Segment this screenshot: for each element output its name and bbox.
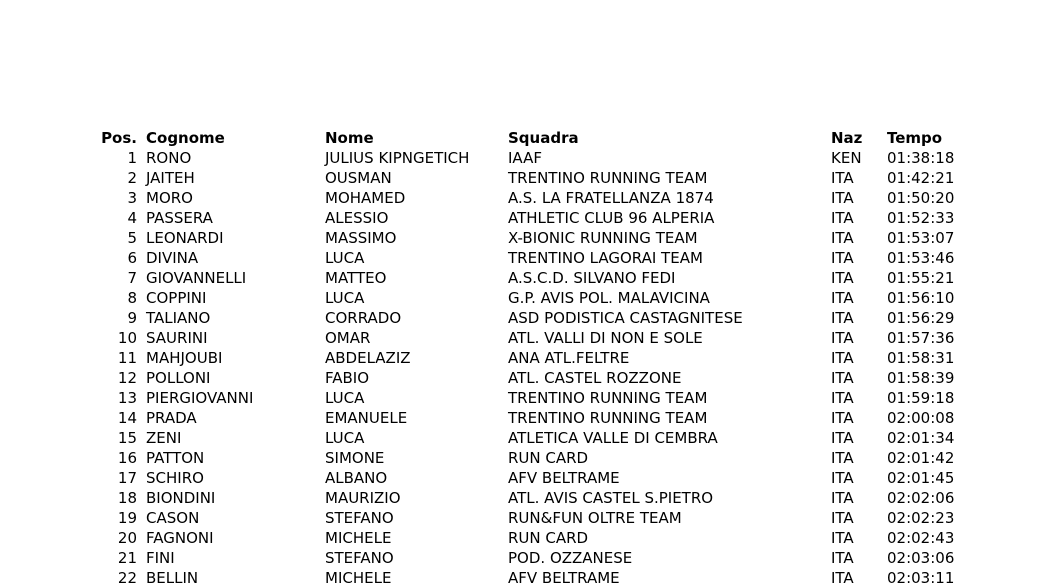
cell-nome: OUSMAN <box>325 169 392 187</box>
cell-nome: CORRADO <box>325 309 402 327</box>
cell-nome: STEFANO <box>325 509 394 527</box>
cell-squadra: ANA ATL.FELTRE <box>508 349 630 367</box>
cell-tempo: 02:02:06 <box>887 489 955 507</box>
cell-naz: ITA <box>831 249 854 267</box>
cell-cognome: GIOVANNELLI <box>146 269 247 287</box>
cell-naz: ITA <box>831 349 854 367</box>
cell-naz: ITA <box>831 369 854 387</box>
cell-tempo: 01:53:46 <box>887 249 955 267</box>
cell-pos: 19 <box>117 509 137 527</box>
cell-cognome: BELLIN <box>146 569 199 587</box>
cell-pos: 17 <box>117 469 137 487</box>
cell-nome: MATTEO <box>325 269 387 287</box>
cell-squadra: TRENTINO LAGORAI TEAM <box>508 249 703 267</box>
cell-pos: 20 <box>117 529 137 547</box>
cell-nome: ALBANO <box>325 469 388 487</box>
cell-cognome: RONO <box>146 149 192 167</box>
cell-tempo: 02:01:45 <box>887 469 955 487</box>
header-naz: Naz <box>831 129 863 147</box>
cell-cognome: SAURINI <box>146 329 208 347</box>
cell-pos: 15 <box>117 429 137 447</box>
cell-nome: ALESSIO <box>325 209 389 227</box>
cell-nome: ABDELAZIZ <box>325 349 411 367</box>
cell-nome: OMAR <box>325 329 371 347</box>
cell-squadra: A.S. LA FRATELLANZA 1874 <box>508 189 714 207</box>
header-squadra: Squadra <box>508 129 579 147</box>
cell-tempo: 01:57:36 <box>887 329 955 347</box>
cell-nome: MICHELE <box>325 569 392 587</box>
cell-nome: STEFANO <box>325 549 394 567</box>
cell-squadra: ATL. VALLI DI NON E SOLE <box>508 329 703 347</box>
cell-pos: 6 <box>127 249 137 267</box>
cell-cognome: COPPINI <box>146 289 207 307</box>
cell-nome: LUCA <box>325 249 365 267</box>
cell-cognome: PRADA <box>146 409 197 427</box>
cell-tempo: 02:01:42 <box>887 449 955 467</box>
table-row <box>0 228 1058 248</box>
header-nome: Nome <box>325 129 374 147</box>
cell-tempo: 02:03:11 <box>887 569 955 587</box>
cell-naz: ITA <box>831 209 854 227</box>
cell-naz: ITA <box>831 429 854 447</box>
table-row <box>0 188 1058 208</box>
cell-squadra: ASD PODISTICA CASTAGNITESE <box>508 309 743 327</box>
cell-tempo: 02:02:43 <box>887 529 955 547</box>
table-row <box>0 248 1058 268</box>
header-pos: Pos. <box>101 129 137 147</box>
table-body <box>0 148 1058 588</box>
table-row <box>0 328 1058 348</box>
cell-tempo: 01:55:21 <box>887 269 955 287</box>
cell-tempo: 01:58:39 <box>887 369 955 387</box>
cell-squadra: IAAF <box>508 149 542 167</box>
cell-pos: 9 <box>127 309 137 327</box>
table-row <box>0 448 1058 468</box>
cell-naz: ITA <box>831 469 854 487</box>
cell-naz: ITA <box>831 189 854 207</box>
cell-tempo: 01:42:21 <box>887 169 955 187</box>
cell-pos: 4 <box>127 209 137 227</box>
cell-nome: JULIUS KIPNGETICH <box>325 149 470 167</box>
cell-tempo: 01:38:18 <box>887 149 955 167</box>
cell-tempo: 02:02:23 <box>887 509 955 527</box>
cell-naz: ITA <box>831 229 854 247</box>
cell-pos: 8 <box>127 289 137 307</box>
cell-pos: 13 <box>117 389 137 407</box>
table-row <box>0 288 1058 308</box>
cell-cognome: BIONDINI <box>146 489 216 507</box>
cell-pos: 3 <box>127 189 137 207</box>
cell-squadra: ATLETICA VALLE DI CEMBRA <box>508 429 718 447</box>
cell-squadra: RUN&FUN OLTRE TEAM <box>508 509 682 527</box>
cell-naz: ITA <box>831 409 854 427</box>
cell-tempo: 01:58:31 <box>887 349 955 367</box>
header-cognome: Cognome <box>146 129 225 147</box>
cell-tempo: 01:56:29 <box>887 309 955 327</box>
cell-cognome: CASON <box>146 509 200 527</box>
cell-squadra: A.S.C.D. SILVANO FEDI <box>508 269 676 287</box>
cell-naz: ITA <box>831 489 854 507</box>
cell-tempo: 01:59:18 <box>887 389 955 407</box>
table-row <box>0 368 1058 388</box>
table-row <box>0 168 1058 188</box>
table-row <box>0 568 1058 588</box>
cell-tempo: 01:52:33 <box>887 209 955 227</box>
cell-cognome: MAHJOUBI <box>146 349 223 367</box>
cell-naz: ITA <box>831 309 854 327</box>
table-row <box>0 148 1058 168</box>
cell-pos: 18 <box>117 489 137 507</box>
cell-squadra: RUN CARD <box>508 529 589 547</box>
cell-cognome: MORO <box>146 189 193 207</box>
table-row <box>0 468 1058 488</box>
cell-pos: 2 <box>127 169 137 187</box>
cell-squadra: RUN CARD <box>508 449 589 467</box>
cell-nome: LUCA <box>325 389 365 407</box>
cell-tempo: 02:00:08 <box>887 409 955 427</box>
cell-pos: 11 <box>117 349 137 367</box>
cell-squadra: TRENTINO RUNNING TEAM <box>508 389 708 407</box>
cell-nome: FABIO <box>325 369 370 387</box>
cell-pos: 10 <box>117 329 137 347</box>
cell-nome: MASSIMO <box>325 229 397 247</box>
cell-pos: 22 <box>117 569 137 587</box>
cell-pos: 16 <box>117 449 137 467</box>
table-row <box>0 388 1058 408</box>
cell-nome: LUCA <box>325 429 365 447</box>
cell-naz: ITA <box>831 389 854 407</box>
cell-naz: ITA <box>831 529 854 547</box>
cell-cognome: DIVINA <box>146 249 199 267</box>
cell-squadra: ATHLETIC CLUB 96 ALPERIA <box>508 209 715 227</box>
cell-naz: ITA <box>831 549 854 567</box>
cell-cognome: TALIANO <box>146 309 211 327</box>
cell-naz: ITA <box>831 509 854 527</box>
cell-tempo: 02:03:06 <box>887 549 955 567</box>
cell-pos: 5 <box>127 229 137 247</box>
cell-nome: MOHAMED <box>325 189 406 207</box>
table-row <box>0 428 1058 448</box>
cell-cognome: JAITEH <box>146 169 195 187</box>
cell-squadra: TRENTINO RUNNING TEAM <box>508 409 708 427</box>
cell-pos: 7 <box>127 269 137 287</box>
cell-pos: 1 <box>127 149 137 167</box>
cell-cognome: POLLONI <box>146 369 211 387</box>
cell-tempo: 01:56:10 <box>887 289 955 307</box>
cell-squadra: ATL. CASTEL ROZZONE <box>508 369 682 387</box>
cell-squadra: X-BIONIC RUNNING TEAM <box>508 229 698 247</box>
cell-squadra: G.P. AVIS POL. MALAVICINA <box>508 289 710 307</box>
cell-squadra: TRENTINO RUNNING TEAM <box>508 169 708 187</box>
cell-squadra: AFV BELTRAME <box>508 469 620 487</box>
table-row <box>0 508 1058 528</box>
cell-tempo: 02:01:34 <box>887 429 955 447</box>
table-header <box>0 128 1058 148</box>
cell-squadra: POD. OZZANESE <box>508 549 633 567</box>
cell-pos: 21 <box>117 549 137 567</box>
header-tempo: Tempo <box>887 129 943 147</box>
cell-naz: ITA <box>831 569 854 587</box>
cell-nome: SIMONE <box>325 449 385 467</box>
cell-cognome: LEONARDI <box>146 229 224 247</box>
cell-nome: MICHELE <box>325 529 392 547</box>
cell-naz: ITA <box>831 269 854 287</box>
table-row <box>0 548 1058 568</box>
cell-nome: MAURIZIO <box>325 489 401 507</box>
table-row <box>0 308 1058 328</box>
cell-naz: ITA <box>831 329 854 347</box>
cell-squadra: ATL. AVIS CASTEL S.PIETRO <box>508 489 714 507</box>
cell-cognome: FAGNONI <box>146 529 214 547</box>
cell-cognome: FINI <box>146 549 175 567</box>
table-row <box>0 408 1058 428</box>
table-row <box>0 528 1058 548</box>
table-row <box>0 208 1058 228</box>
table-row <box>0 268 1058 288</box>
table-row <box>0 348 1058 368</box>
cell-naz: ITA <box>831 449 854 467</box>
cell-naz: ITA <box>831 169 854 187</box>
cell-tempo: 01:50:20 <box>887 189 955 207</box>
cell-cognome: ZENI <box>146 429 182 447</box>
cell-pos: 14 <box>117 409 137 427</box>
cell-pos: 12 <box>117 369 137 387</box>
cell-naz: KEN <box>831 149 862 167</box>
results-table <box>0 128 1058 588</box>
cell-tempo: 01:53:07 <box>887 229 955 247</box>
cell-naz: ITA <box>831 289 854 307</box>
cell-squadra: AFV BELTRAME <box>508 569 620 587</box>
cell-cognome: PIERGIOVANNI <box>146 389 254 407</box>
cell-nome: EMANUELE <box>325 409 408 427</box>
table-row <box>0 488 1058 508</box>
cell-cognome: PASSERA <box>146 209 213 227</box>
cell-cognome: SCHIRO <box>146 469 204 487</box>
cell-cognome: PATTON <box>146 449 205 467</box>
cell-nome: LUCA <box>325 289 365 307</box>
